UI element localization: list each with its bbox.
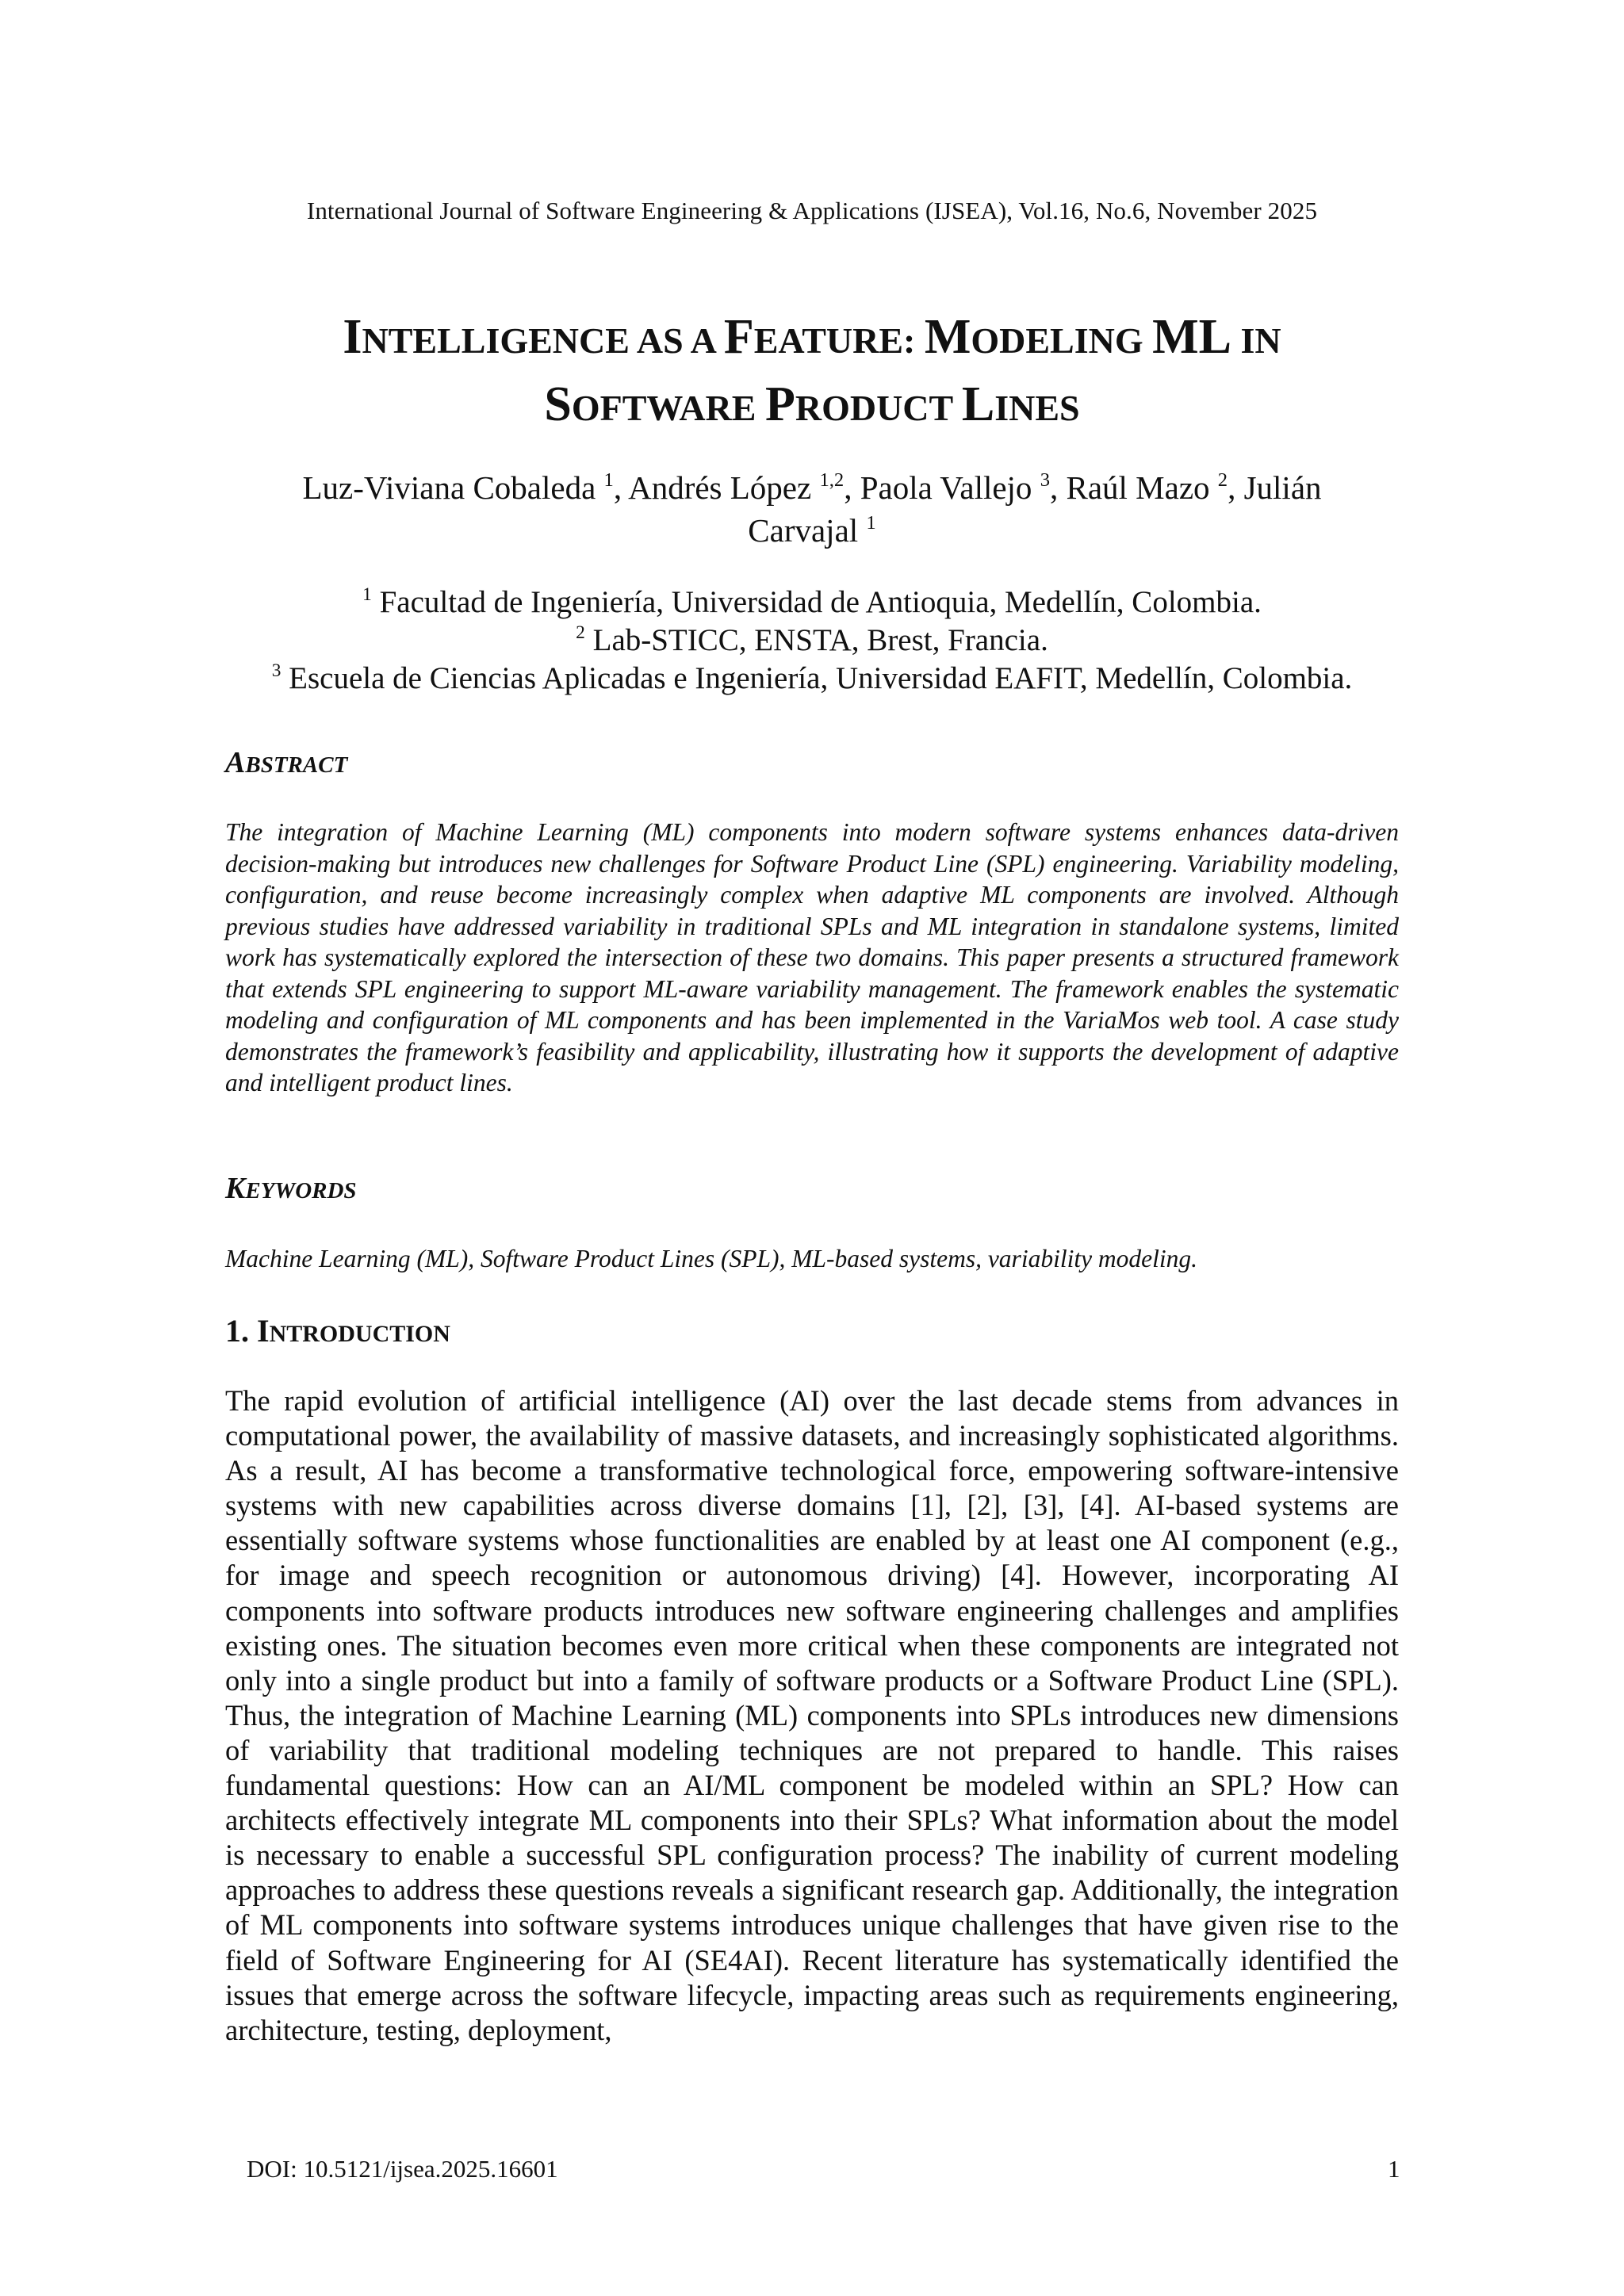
title-line-2: SOFTWARE PRODUCT LINES bbox=[544, 377, 1080, 431]
keywords-text: Machine Learning (ML), Software Product Lines (SPL), ML-based systems, variability modeling. bbox=[225, 1245, 1198, 1272]
abstract-text: The integration of Machine Learning (ML) components into modern software systems enhances data-driven decision-making but introduces new challenges for Software Product Line (SPL) engineering. Variability modeling, configuration, and reuse become increasingly complex when adaptive ML components are involved. Although previous studies have addressed variability in traditional SPLs and ML integration in standalone systems, limited work has systematically explored the intersection of these two domains. This paper presents a structured framework that extends SPL engineering to support ML-aware variability management. The framework enables the systematic modeling and configuration of ML components and has been implemented in the VariaMos web tool. A case study demonstrates the framework’s feasibility and applicability, illustrating how it supports the development of adaptive and intelligent product lines. bbox=[225, 818, 1399, 1096]
affiliation-2: $^2$ Lab-STICC, ENSTA, Brest, Francia. bbox=[576, 622, 1048, 657]
introduction-text: The rapid evolution of artificial intelligence (AI) over the last decade stems from advances in computational power, the availability of massive datasets, and increasingly sophisticated algorithms. As a result, AI has become a transformative technological force, empowering software-intensive systems with new capabilities across diverse domains [1], [2], [3], [4]. AI-based systems are essentially software systems whose functionalities are enabled by at least one AI component (e.g., for image and speech recognition or autonomous driving) [4]. However, incorporating AI components into software products introduces new software engineering challenges and amplifies existing ones. The situation becomes even more critical when these components are integrated not only into a single product but into a family of software products or a Software Product Line (SPL). Thus, the integration of Machine Learning (ML) components into SPLs introduces new dimensions of variability that traditional modeling techniques are not prepared to handle. This raises fundamental questions: How can an AI/ML component be modeled within an SPL? How can architects effectively integrate ML components into their SPLs? What information about the model is necessary to enable a successful SPL configuration process? The inability of current modeling approaches to address these questions reveals a significant research gap. Additionally, the integration of ML components into software systems introduces unique challenges that have given rise to the field of Software Engineering for AI (SE4AI). Recent literature has systematically identified the issues that emerge across the software lifecycle, impacting areas such as requirements engineering, architecture, testing, deployment, bbox=[225, 1384, 1399, 2046]
author-name: Paola Vallejo bbox=[860, 469, 1032, 506]
affiliation-3: $^3$ Escuela de Ciencias Aplicadas e Ingeniería, Universidad EAFIT, Medellín, Colombia. bbox=[271, 660, 1353, 695]
author-name: Luz-Viviana Cobaleda bbox=[302, 469, 596, 506]
author-name: Andrés López bbox=[628, 469, 812, 506]
abstract-heading: ABSTRACT bbox=[225, 746, 348, 779]
authors-line-2: Carvajal $^1$ bbox=[748, 512, 876, 549]
author-name: Raúl Mazo bbox=[1066, 469, 1210, 506]
author-name: Julián bbox=[1243, 469, 1322, 506]
authors-line-1: Luz-Viviana Cobaleda $^1$, Andrés López $^{1,2}$, Paola Vallejo $^3$, Raúl Mazo $^2$, Julián bbox=[302, 469, 1322, 506]
running-header: International Journal of Software Engineering & Applications (IJSEA), Vol.16, No.6, November 2025 bbox=[306, 197, 1318, 224]
title-line-1: INTELLIGENCE AS A FEATURE: MODELING ML IN bbox=[343, 310, 1281, 364]
affiliations bbox=[159, 584, 1465, 698]
keywords-heading: KEYWORDS bbox=[225, 1172, 357, 1205]
doi-footer: DOI: 10.5121/ijsea.2025.16601 bbox=[247, 2155, 558, 2183]
paper-title bbox=[143, 305, 1481, 440]
affiliation-1: $^1$ Facultad de Ingeniería, Universidad de Antioquia, Medellín, Colombia. bbox=[362, 584, 1262, 619]
page-number: 1 bbox=[1388, 2155, 1400, 2183]
author-name: Carvajal bbox=[748, 512, 859, 549]
author-list bbox=[159, 466, 1465, 552]
introduction-heading: 1. INTRODUCTION bbox=[225, 1313, 450, 1349]
